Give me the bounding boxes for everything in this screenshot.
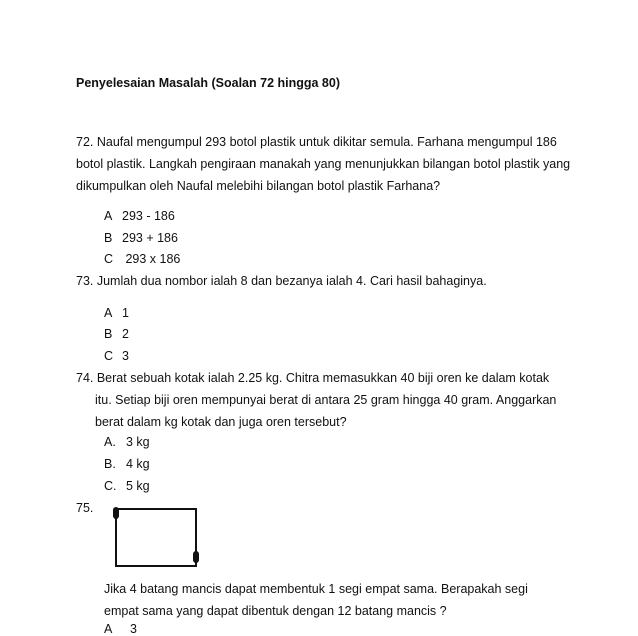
matchstick-square [115,508,197,567]
q73-option-c [104,349,129,363]
q74-line-1: 74. Berat sebuah kotak ialah 2.25 kg. Chitra memasukkan 40 biji oren ke dalam kotak [76,371,550,385]
q74-line-2: itu. Setiap biji oren mempunyai berat di antara 25 gram hingga 40 gram. Anggarkan [95,393,557,407]
q75-line-1: Jika 4 batang mancis dapat membentuk 1 segi empat sama. Berapakah segi [104,582,528,596]
option-text: 4 kg [126,457,150,471]
q72-option-c [104,252,180,266]
q73-line-1: 73. Jumlah dua nombor ialah 8 dan bezanya ialah 4. Cari hasil bahaginya. [76,274,487,288]
q74-option-a [104,435,150,449]
q72-option-a [104,209,175,223]
q75-line-2: empat sama yang dapat dibentuk dengan 12 batang mancis ? [104,604,447,618]
q75-option-a [104,622,137,636]
option-text: 293 + 186 [122,231,178,245]
option-letter: B [104,327,113,341]
q73-option-a [104,306,129,320]
option-letter: A [104,622,113,636]
q72-line-2: botol plastik. Langkah pengiraan manakah yang menunjukkan bilangan botol plastik yang [76,157,571,171]
match-head-bottom-right [193,551,199,563]
q74-line-3: berat dalam kg kotak dan juga oren tersebut? [95,415,347,429]
option-letter: B [104,231,113,245]
q72-option-b [104,231,178,245]
option-text: 3 [130,622,137,636]
option-text: 2 [122,327,129,341]
option-letter: C [104,252,114,266]
option-text: 293 - 186 [122,209,175,223]
q74-option-b [104,457,150,471]
section-heading: Penyelesaian Masalah (Soalan 72 hingga 80) [76,76,340,90]
q74-option-c [104,479,150,493]
option-text: 293 x 186 [122,252,181,266]
option-text: 1 [122,306,129,320]
option-text: 3 kg [126,435,150,449]
option-letter: A [104,209,113,223]
q72-line-3: dikumpulkan oleh Naufal melebihi bilangan botol plastik Farhana? [76,179,441,193]
option-letter: C. [104,479,117,493]
option-letter: B. [104,457,116,471]
option-letter: A. [104,435,116,449]
match-head-top-left [113,507,119,519]
q73-option-b [104,327,129,341]
option-letter: C [104,349,114,363]
option-text: 5 kg [126,479,150,493]
option-text: 3 [122,349,129,363]
option-letter: A [104,306,113,320]
q75-number: 75. [76,501,94,515]
q72-line-1: 72. Naufal mengumpul 293 botol plastik untuk dikitar semula. Farhana mengumpul 186 [76,135,557,149]
